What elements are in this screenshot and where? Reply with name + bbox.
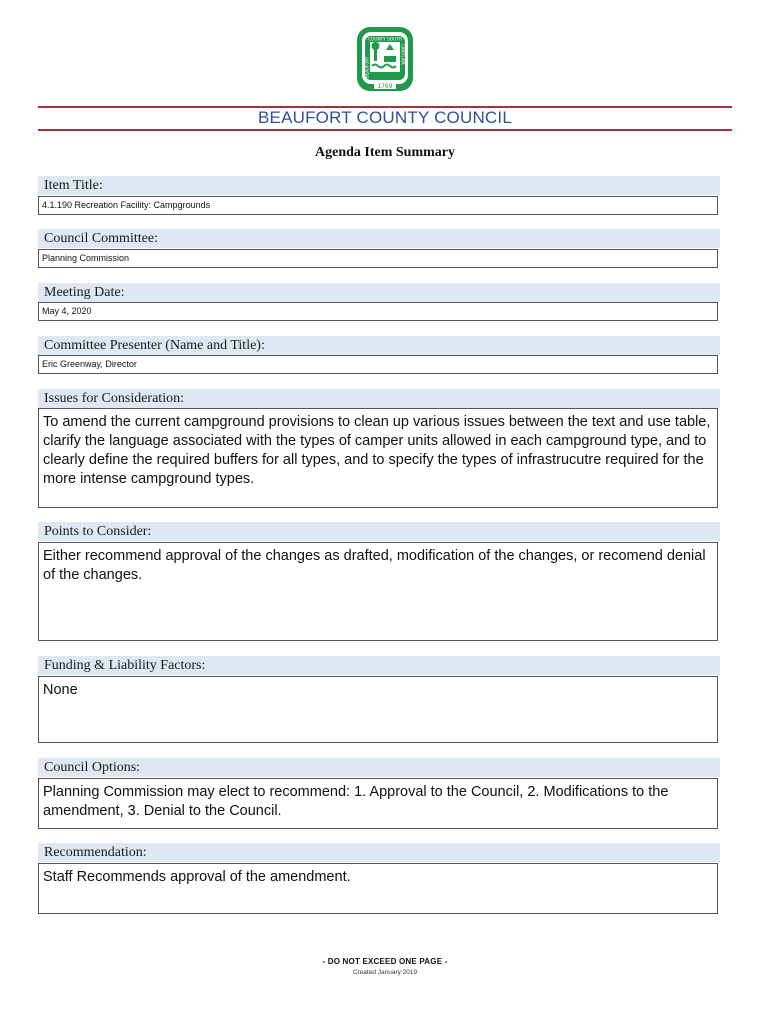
options-field: Planning Commission may elect to recommend: 1. Approval to the Council, 2. Modifications to the amendment, 3. Denial to the Council.: [38, 778, 718, 829]
meeting-date-field: May 4, 2020: [38, 302, 718, 321]
recommendation-label: Recommendation:: [38, 843, 720, 862]
meeting-date-label: Meeting Date:: [38, 283, 720, 302]
page-subtitle: Agenda Item Summary: [315, 145, 455, 160]
seal-year: 1769: [377, 83, 393, 90]
options-label: Council Options:: [38, 758, 720, 777]
item-title-field: 4.1.190 Recreation Facility: Campgrounds: [38, 196, 718, 215]
council-committee-label: Council Committee:: [38, 229, 720, 248]
issues-field: To amend the current campground provisions to clean up various issues between the text and use table, clarify the language associated with the types of camper units allowed in each campground type, and to clearly define the required buffers for all types, and to specify the types of infrastrucutre required for the more intense campground types.: [38, 408, 718, 508]
points-field: Either recommend approval of the changes as drafted, modification of the changes, or recomend denial of the changes.: [38, 542, 718, 641]
issues-label: Issues for Consideration:: [38, 389, 720, 408]
item-title-label: Item Title:: [38, 176, 720, 195]
seal-top-text: COUNTY SOUTH: [368, 36, 402, 42]
page-title: BEAUFORT COUNTY COUNCIL: [258, 108, 512, 127]
county-seal-logo: [356, 26, 414, 92]
funding-field: None: [38, 676, 718, 743]
recommendation-field: Staff Recommends approval of the amendment.: [38, 863, 718, 914]
council-committee-field: Planning Commission: [38, 249, 718, 268]
created-date: Created January 2019: [352, 969, 418, 976]
points-label: Points to Consider:: [38, 522, 720, 541]
page-limit-notice: - DO NOT EXCEED ONE PAGE -: [322, 957, 448, 966]
presenter-field: Eric Greenway, Director: [38, 355, 718, 374]
seal-left-text: BEAUFORT: [364, 56, 370, 78]
presenter-label: Committee Presenter (Name and Title):: [38, 336, 720, 355]
header-rule-bottom: [38, 129, 732, 131]
funding-label: Funding & Liability Factors:: [38, 656, 720, 675]
seal-right-text: CAROLINA: [400, 44, 406, 65]
